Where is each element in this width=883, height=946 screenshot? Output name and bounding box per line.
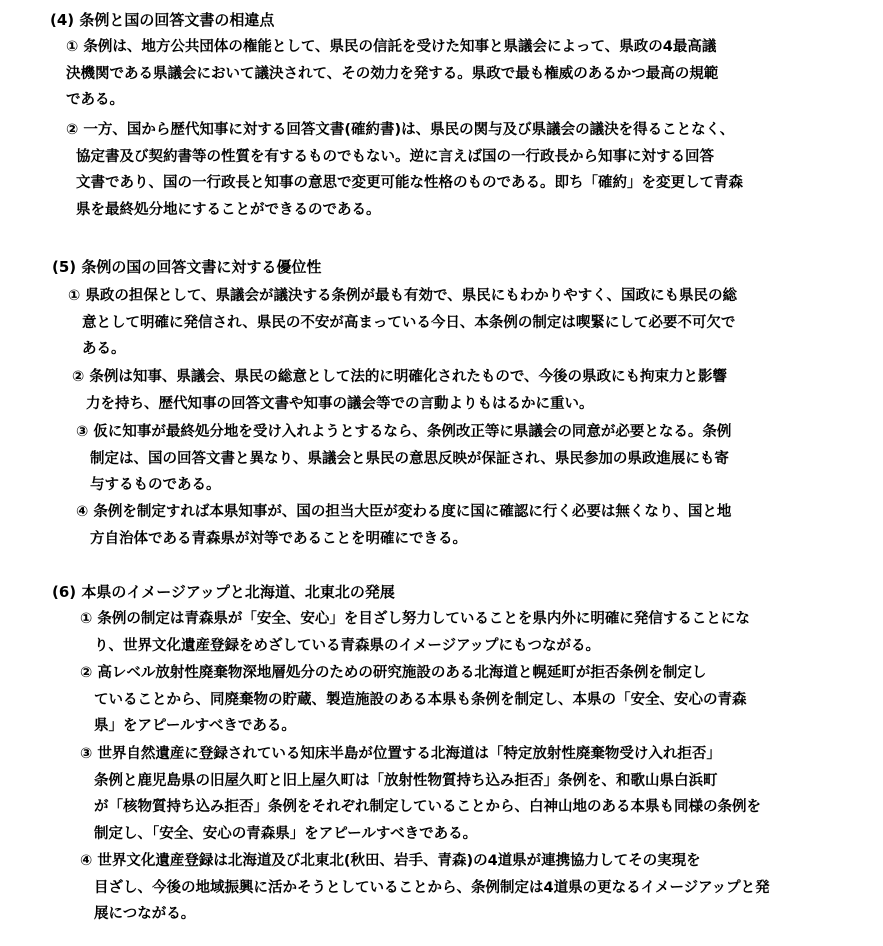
- text-line: ③ 仮に知事が最終処分地を受け入れようとするなら、条例改正等に県議会の同意が必要となる。条例: [76, 424, 732, 440]
- text-line: ある。: [82, 341, 126, 357]
- section-4-item-2: [66, 117, 743, 223]
- text-line: 意として明確に発信され、県民の不安が高まっている今日、本条例の制定は喫緊にして必要不可欠で: [82, 314, 736, 331]
- text-line: 展につながる。: [94, 906, 196, 922]
- section-heading-4: (4) 条例と国の回答文書の相違点: [50, 11, 275, 29]
- text-line: 目ざし、今後の地域振興に活かそうとしていることから、条例制定は4道県の更なるイメージアップと発: [94, 879, 770, 896]
- text-line: 県を最終処分地にすることができるのである。: [76, 201, 381, 218]
- section-5-item-4: [76, 499, 731, 552]
- text-line: 決機関である県議会において議決されて、その効力を発する。県政で最も権威のあるかつ最高の規範: [66, 65, 719, 82]
- text-line: 協定書及び契約書等の性質を有するものでもない。逆に言えば国の一行政長から知事に対する回答: [76, 148, 714, 165]
- text-line: ① 条例の制定は青森県が「安全、安心」を目ざし努力していることを県内外に明確に発信することにな: [80, 611, 750, 627]
- text-line: り、世界文化遺産登録をめざしている青森県のイメージアップにもつながる。: [94, 637, 601, 654]
- text-line: ① 条例は、地方公共団体の権能として、県民の信託を受けた知事と県議会によって、県政の4最高議: [66, 39, 717, 55]
- text-line: 条例と鹿児島県の旧屋久町と旧上屋久町は「放射性物質持ち込み拒否」条例を、和歌山県白浜町: [94, 772, 718, 789]
- text-line: 制定し、「安全、安心の青森県」をアピールすべきである。: [94, 825, 478, 842]
- text-line: ② 条例は知事、県議会、県民の総意として法的に明確化されたもので、今後の県政にも拘束力と影響: [72, 369, 728, 385]
- text-line: 方自治体である青森県が対等であることを明確にできる。: [90, 530, 467, 547]
- text-line: ④ 条例を制定すれば本県知事が、国の担当大臣が変わる度に国に確認に行く必要は無くなり、国と地: [76, 504, 732, 520]
- text-line: 与するものである。: [90, 477, 221, 493]
- section-5-item-2: [72, 364, 727, 417]
- text-line: 県」をアピールすべきである。: [94, 718, 296, 734]
- section-6-item-4: [80, 848, 770, 928]
- section-6-item-3: [80, 741, 761, 847]
- text-line: ④ 世界文化遺産登録は北海道及び北東北(秋田、岩手、青森)の4道県が連携協力してその実現を: [80, 853, 701, 869]
- section-4-item-1: [66, 34, 718, 114]
- text-line: ① 県政の担保として、県議会が議決する条例が最も有効で、県民にもわかりやすく、国政にも県民の総: [68, 288, 737, 304]
- text-line: である。: [66, 92, 124, 108]
- text-line: ② 高レベル放射性廃棄物深地層処分のための研究施設のある北海道と幌延町が拒否条例を制定し: [80, 665, 707, 681]
- section-5-item-3: [76, 419, 731, 499]
- section-heading-6: (6) 本県のイメージアップと北海道、北東北の発展: [52, 583, 395, 601]
- text-line: ② 一方、国から歴代知事に対する回答文書(確約書)は、県民の関与及び県議会の議決を得ることなく、: [66, 122, 735, 138]
- text-line: が「核物質持ち込み拒否」条例をそれぞれ制定していることから、白神山地のある本県も同様の条例を: [94, 799, 761, 815]
- section-6-item-1: [80, 606, 750, 659]
- text-line: 文書であり、国の一行政長と知事の意思で変更可能な性格のものである。即ち「確約」を変更して青森: [76, 175, 743, 191]
- section-6-item-2: [80, 660, 747, 740]
- text-line: ていることから、同廃棄物の貯蔵、製造施設のある本県も条例を制定し、本県の「安全、安心の青森: [94, 691, 747, 708]
- text-line: 力を持ち、歴代知事の回答文書や知事の議会等での言動よりもはるかに重い。: [86, 395, 594, 412]
- text-line: ③ 世界自然遺産に登録されている知床半島が位置する北海道は「特定放射性廃棄物受け入れ拒否」: [80, 746, 721, 762]
- text-line: 制定は、国の回答文書と異なり、県議会と県民の意思反映が保証され、県民参加の県政進展にも寄: [90, 450, 729, 467]
- section-heading-5: (5) 条例の国の回答文書に対する優位性: [52, 258, 322, 276]
- section-5-item-1: [68, 283, 737, 363]
